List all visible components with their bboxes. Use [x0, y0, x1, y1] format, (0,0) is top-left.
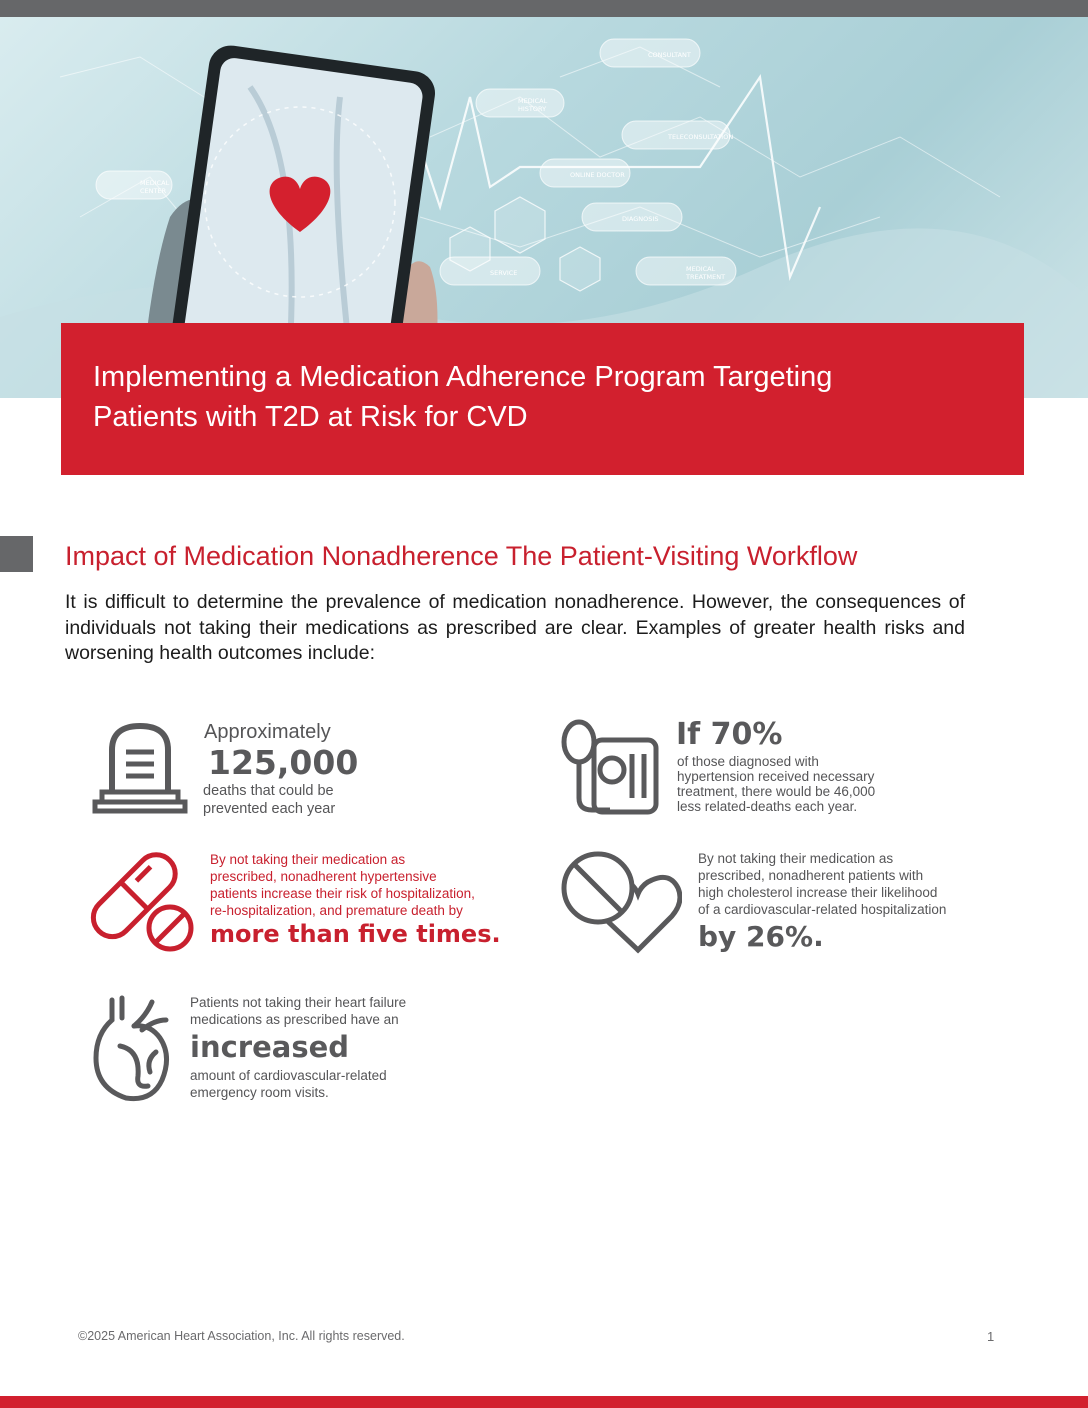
cholesterol-line-2: prescribed, nonadherent patients with [698, 868, 924, 883]
pill-capsule-icon [90, 850, 196, 954]
svg-text:HISTORY: HISTORY [518, 105, 547, 113]
page-number: 1 [987, 1329, 995, 1344]
hypertensive-line-3: patients increase their risk of hospitalization, [210, 886, 475, 901]
top-bar [0, 0, 1088, 17]
svg-text:MEDICAL: MEDICAL [686, 265, 716, 273]
svg-text:MEDICAL: MEDICAL [140, 179, 170, 187]
heart-failure-line-1: Patients not taking their heart failure [190, 995, 407, 1010]
cholesterol-line-3: high cholesterol increase their likelihood [698, 885, 938, 900]
hypertensive-line-1: By not taking their medication as [210, 852, 406, 867]
deaths-line-2: prevented each year [203, 801, 336, 817]
title-line-1: Implementing a Medication Adherence Program Targeting [93, 361, 833, 393]
hypertensive-line-4: re-hospitalization, and premature death by [210, 903, 463, 918]
svg-text:SERVICE: SERVICE [490, 269, 518, 277]
svg-text:CONSULTANT: CONSULTANT [648, 51, 691, 59]
cholesterol-highlight: by 26%. [698, 920, 824, 953]
section-heading: Impact of Medication Nonadherence The Patient-Visiting Workflow [65, 541, 858, 571]
no-symbol-heart-icon [560, 850, 682, 956]
hypertension-line-3: treatment, there would be 46,000 [677, 784, 876, 799]
deaths-number: 125,000 [208, 743, 359, 782]
svg-text:CENTER: CENTER [140, 187, 167, 195]
section-marker [0, 536, 33, 572]
svg-text:TELECONSULTATION: TELECONSULTATION [668, 133, 734, 141]
deaths-line-1: deaths that could be [203, 783, 334, 799]
hypertension-line-2: hypertension received necessary [677, 769, 875, 784]
hypertension-line-4: less related-deaths each year. [677, 799, 858, 814]
cholesterol-line-4: of a cardiovascular-related hospitalization [698, 902, 947, 917]
svg-text:DIAGNOSIS: DIAGNOSIS [622, 215, 659, 223]
blood-pressure-monitor-icon [560, 718, 660, 816]
svg-text:TREATMENT: TREATMENT [686, 273, 726, 281]
svg-text:MEDICAL: MEDICAL [518, 97, 548, 105]
heart-failure-line-2: medications as prescribed have an [190, 1012, 399, 1027]
hypertension-headline: If 70% [676, 717, 783, 752]
heart-failure-line-3: amount of cardiovascular-related [190, 1068, 387, 1083]
svg-text:ONLINE DOCTOR: ONLINE DOCTOR [570, 171, 625, 179]
tombstone-icon [92, 720, 188, 814]
anatomical-heart-icon [90, 990, 174, 1104]
intro-paragraph: It is difficult to determine the prevalence of medication nonadherence. However, the consequences of individuals not taking their medications as prescribed are clear. Examples of greater health risks and worsening health outcomes include: [65, 591, 965, 664]
document-title [93, 357, 993, 437]
title-line-2: Patients with T2D at Risk for CVD [93, 401, 528, 433]
deaths-lead: Approximately [204, 721, 331, 743]
cholesterol-line-1: By not taking their medication as [698, 851, 894, 866]
hypertensive-highlight: more than five times. [210, 920, 501, 948]
heart-failure-line-4: emergency room visits. [190, 1085, 329, 1100]
hypertension-line-1: of those diagnosed with [677, 754, 819, 769]
bottom-bar [0, 1396, 1088, 1408]
heart-failure-highlight: increased [190, 1030, 350, 1064]
hypertensive-line-2: prescribed, nonadherent hypertensive [210, 869, 437, 884]
copyright: ©2025 American Heart Association, Inc. All rights reserved. [78, 1329, 405, 1343]
